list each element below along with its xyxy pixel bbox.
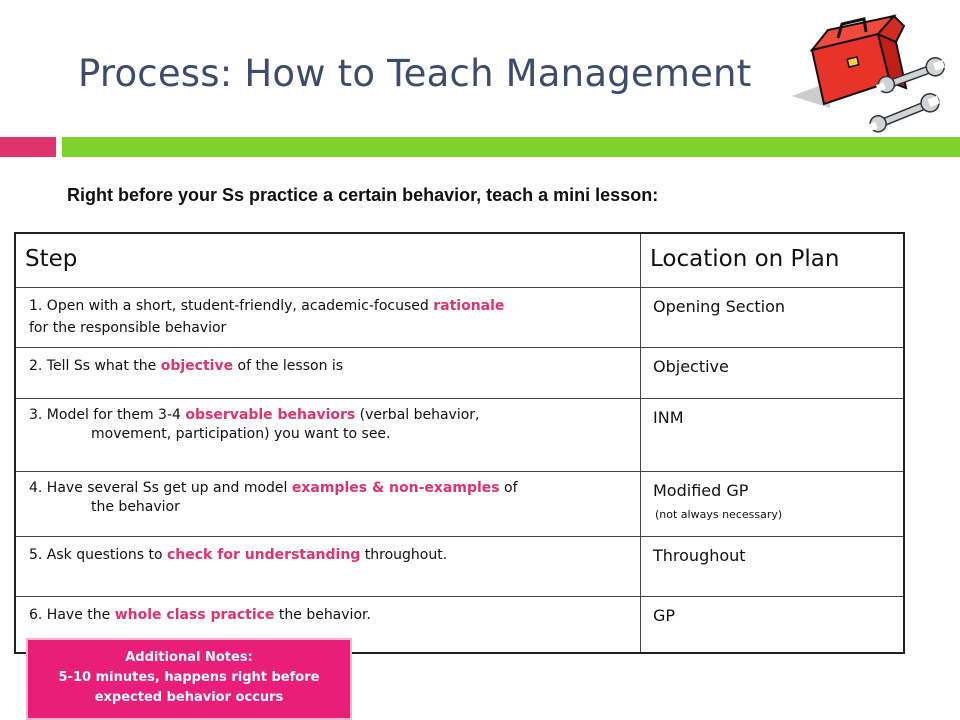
table-row — [15, 399, 904, 472]
location-cell: Objective — [641, 348, 905, 399]
step-text-line2: for the responsible behavior — [29, 320, 227, 336]
step-text: 6. Have the — [29, 607, 115, 623]
accent-bar-green — [62, 137, 960, 157]
location-cell: GP — [641, 597, 905, 653]
step-cell — [15, 288, 641, 348]
location-cell: INM — [641, 399, 905, 472]
step-text-post: throughout. — [360, 547, 448, 563]
table-header-row — [15, 233, 904, 288]
notes-line: expected behavior occurs — [94, 690, 284, 705]
step-cell — [15, 348, 641, 399]
step-cell — [15, 537, 641, 597]
notes-heading: Additional Notes: — [125, 650, 253, 665]
step-highlight: rationale — [433, 298, 505, 314]
header-step: Step — [15, 233, 641, 288]
step-text: 5. Ask questions to — [29, 547, 167, 563]
notes-line: 5-10 minutes, happens right before — [58, 670, 320, 685]
steps-table — [14, 232, 905, 654]
page-title: Process: How to Teach Management — [78, 52, 752, 95]
header-location: Location on Plan — [641, 233, 905, 288]
toolbox-icon — [790, 12, 950, 137]
step-cell — [15, 472, 641, 537]
step-text: 4. Have several Ss get up and model — [29, 480, 292, 496]
step-text-post: (verbal behavior, — [355, 407, 480, 423]
table-row — [15, 288, 904, 348]
step-text-line2: the behavior — [91, 499, 180, 515]
location-cell — [641, 472, 905, 537]
table-row — [15, 472, 904, 537]
table-row — [15, 348, 904, 399]
step-highlight: check for understanding — [166, 547, 361, 563]
step-text-line2: movement, participation) you want to see. — [91, 426, 391, 442]
accent-bar-pink — [0, 137, 56, 157]
step-highlight: observable behaviors — [185, 407, 356, 423]
location-note: (not always necessary) — [655, 508, 783, 521]
step-cell — [15, 399, 641, 472]
location-cell: Opening Section — [641, 288, 905, 348]
location-cell: Throughout — [641, 537, 905, 597]
additional-notes-box — [26, 638, 352, 720]
step-text-post: of — [499, 480, 518, 496]
step-text: 3. Model for them 3-4 — [29, 407, 186, 423]
step-highlight: objective — [160, 358, 234, 374]
step-text: 1. Open with a short, student-friendly, academic-focused — [29, 298, 434, 314]
step-text-post: of the lesson is — [233, 358, 344, 374]
step-text-post: the behavior. — [274, 607, 371, 623]
step-highlight: examples & non-examples — [291, 480, 500, 496]
location-text: Modified GP — [653, 481, 749, 500]
step-highlight: whole class practice — [114, 607, 275, 623]
step-text: 2. Tell Ss what the — [29, 358, 161, 374]
subtitle: Right before your Ss practice a certain behavior, teach a mini lesson: — [67, 185, 659, 205]
table-row — [15, 537, 904, 597]
